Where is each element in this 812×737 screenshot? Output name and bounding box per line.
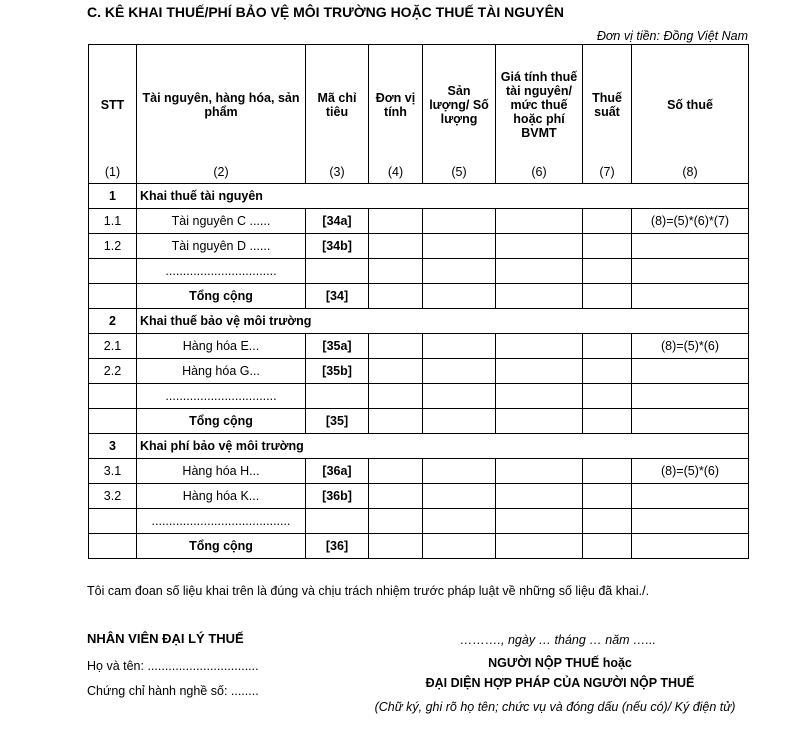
cell-unit xyxy=(369,459,423,484)
declaration-statement: Tôi cam đoan số liệu khai trên là đúng và chịu trách nhiệm trước pháp luật về những số liệu đã khai./. xyxy=(87,584,650,598)
column-number: (3) xyxy=(306,161,369,184)
signature-date-line: ………., ngày … tháng … năm …... xyxy=(460,633,656,647)
row-stt: 2.2 xyxy=(89,359,137,384)
cell-unit xyxy=(369,409,423,434)
column-number: (4) xyxy=(369,161,423,184)
cell-unit xyxy=(369,334,423,359)
cell-quantity xyxy=(423,284,496,309)
header-resource: Tài nguyên, hàng hóa, sản phẩm xyxy=(137,45,306,162)
header-unit: Đơn vị tính xyxy=(369,45,423,162)
total-row xyxy=(89,284,749,309)
cell-unit xyxy=(369,234,423,259)
row-formula: (8)=(5)*(6) xyxy=(632,334,749,359)
cell-rate xyxy=(583,534,632,559)
cell-rate xyxy=(583,459,632,484)
cell-rate xyxy=(583,484,632,509)
cell-rate xyxy=(583,209,632,234)
row-stt: 3.1 xyxy=(89,459,137,484)
row-name: Hàng hóa E... xyxy=(137,334,306,359)
row-formula: (8)=(5)*(6)*(7) xyxy=(632,209,749,234)
total-row xyxy=(89,534,749,559)
cell-rate xyxy=(583,409,632,434)
cell-rate xyxy=(583,384,632,409)
table-row xyxy=(89,459,749,484)
row-name: Hàng hóa G... xyxy=(137,359,306,384)
cell-quantity xyxy=(423,259,496,284)
row-name: Tổng cộng xyxy=(137,284,306,309)
row-stt: 3 xyxy=(89,434,137,459)
row-formula xyxy=(632,259,749,284)
cell-unit xyxy=(369,259,423,284)
cell-unit xyxy=(369,359,423,384)
row-formula xyxy=(632,359,749,384)
section-label: Khai phí bảo vệ môi trường xyxy=(137,434,749,459)
row-stt: 1.1 xyxy=(89,209,137,234)
cell-quantity xyxy=(423,209,496,234)
row-formula xyxy=(632,234,749,259)
row-code: [34] xyxy=(306,284,369,309)
cell-rate xyxy=(583,334,632,359)
section-label: Khai thuế bảo vệ môi trường xyxy=(137,309,749,334)
row-code xyxy=(306,259,369,284)
table-row xyxy=(89,259,749,284)
cell-price xyxy=(496,509,583,534)
cell-price xyxy=(496,284,583,309)
cell-rate xyxy=(583,509,632,534)
total-row xyxy=(89,409,749,434)
cell-unit xyxy=(369,209,423,234)
cell-price xyxy=(496,409,583,434)
row-formula: (8)=(5)*(6) xyxy=(632,459,749,484)
row-code: [36] xyxy=(306,534,369,559)
row-stt: 1.2 xyxy=(89,234,137,259)
table-row xyxy=(89,384,749,409)
table-row xyxy=(89,509,749,534)
taxpayer-title: NGƯỜI NỘP THUẾ hoặc xyxy=(488,656,632,670)
column-number: (1) xyxy=(89,161,137,184)
row-name: ................................ xyxy=(137,384,306,409)
cell-price xyxy=(496,209,583,234)
table-row xyxy=(89,234,749,259)
row-stt: 3.2 xyxy=(89,484,137,509)
cell-price xyxy=(496,259,583,284)
cell-unit xyxy=(369,484,423,509)
cell-price xyxy=(496,459,583,484)
cell-unit xyxy=(369,534,423,559)
cell-quantity xyxy=(423,509,496,534)
row-name: Tổng cộng xyxy=(137,534,306,559)
row-code: [34b] xyxy=(306,234,369,259)
cell-quantity xyxy=(423,359,496,384)
row-name: Tổng cộng xyxy=(137,409,306,434)
row-code: [35] xyxy=(306,409,369,434)
row-stt xyxy=(89,259,137,284)
section-title: C. KÊ KHAI THUẾ/PHÍ BẢO VỆ MÔI TRƯỜNG HOẶC THUẾ TÀI NGUYÊN xyxy=(87,4,565,20)
header-quantity: Sản lượng/ Số lượng xyxy=(423,45,496,162)
table-row xyxy=(89,359,749,384)
row-stt xyxy=(89,284,137,309)
header-tax-rate: Thuế suất xyxy=(583,45,632,162)
row-stt xyxy=(89,384,137,409)
table-row xyxy=(89,209,749,234)
row-formula xyxy=(632,284,749,309)
cell-price xyxy=(496,384,583,409)
tax-declaration-table xyxy=(88,44,749,559)
row-name: Hàng hóa H... xyxy=(137,459,306,484)
section-label: Khai thuế tài nguyên xyxy=(137,184,749,209)
row-code xyxy=(306,384,369,409)
column-number: (6) xyxy=(496,161,583,184)
row-stt: 2.1 xyxy=(89,334,137,359)
row-formula xyxy=(632,509,749,534)
row-formula xyxy=(632,484,749,509)
cell-rate xyxy=(583,359,632,384)
row-code xyxy=(306,509,369,534)
column-number: (7) xyxy=(583,161,632,184)
row-name: Tài nguyên D ...... xyxy=(137,234,306,259)
cell-quantity xyxy=(423,384,496,409)
section-row xyxy=(89,309,749,334)
table-row xyxy=(89,484,749,509)
cell-rate xyxy=(583,284,632,309)
header-code: Mã chỉ tiêu xyxy=(306,45,369,162)
row-code: [35b] xyxy=(306,359,369,384)
column-number: (2) xyxy=(137,161,306,184)
cell-quantity xyxy=(423,334,496,359)
cell-quantity xyxy=(423,234,496,259)
row-code: [35a] xyxy=(306,334,369,359)
row-stt: 2 xyxy=(89,309,137,334)
cell-rate xyxy=(583,234,632,259)
row-stt xyxy=(89,509,137,534)
row-stt xyxy=(89,409,137,434)
currency-unit-note: Đơn vị tiền: Đồng Việt Nam xyxy=(596,29,748,43)
row-code: [34a] xyxy=(306,209,369,234)
table-header-row xyxy=(89,45,749,162)
table-row xyxy=(89,334,749,359)
row-name: Hàng hóa K... xyxy=(137,484,306,509)
cell-unit xyxy=(369,384,423,409)
tax-agent-title: NHÂN VIÊN ĐẠI LÝ THUẾ xyxy=(87,631,244,646)
row-stt xyxy=(89,534,137,559)
row-code: [36a] xyxy=(306,459,369,484)
header-price: Giá tính thuế tài nguyên/ mức thuế hoặc phí BVMT xyxy=(496,45,583,162)
cell-quantity xyxy=(423,484,496,509)
signature-note: (Chữ ký, ghi rõ họ tên; chức vụ và đóng dấu (nếu có)/ Ký điện tử) xyxy=(374,700,736,714)
header-tax-amount: Số thuế xyxy=(632,45,749,162)
row-name: ................................ xyxy=(137,259,306,284)
table-column-number-row xyxy=(89,161,749,184)
cell-quantity xyxy=(423,459,496,484)
section-row xyxy=(89,184,749,209)
column-number: (5) xyxy=(423,161,496,184)
section-row xyxy=(89,434,749,459)
cell-price xyxy=(496,234,583,259)
cell-price xyxy=(496,484,583,509)
row-formula xyxy=(632,534,749,559)
row-formula xyxy=(632,384,749,409)
row-name: Tài nguyên C ...... xyxy=(137,209,306,234)
row-name: ........................................ xyxy=(137,509,306,534)
row-stt: 1 xyxy=(89,184,137,209)
cell-unit xyxy=(369,509,423,534)
tax-agent-name-field: Họ và tên: ................................ xyxy=(87,659,259,673)
cell-quantity xyxy=(423,534,496,559)
cell-quantity xyxy=(423,409,496,434)
cell-rate xyxy=(583,259,632,284)
row-code: [36b] xyxy=(306,484,369,509)
cell-price xyxy=(496,534,583,559)
column-number: (8) xyxy=(632,161,749,184)
cell-unit xyxy=(369,284,423,309)
tax-agent-certificate-field: Chứng chỉ hành nghề số: ........ xyxy=(87,684,259,698)
row-formula xyxy=(632,409,749,434)
cell-price xyxy=(496,359,583,384)
header-stt: STT xyxy=(89,45,137,162)
legal-representative-title: ĐẠI DIỆN HỢP PHÁP CỦA NGƯỜI NỘP THUẾ xyxy=(425,676,695,690)
cell-price xyxy=(496,334,583,359)
